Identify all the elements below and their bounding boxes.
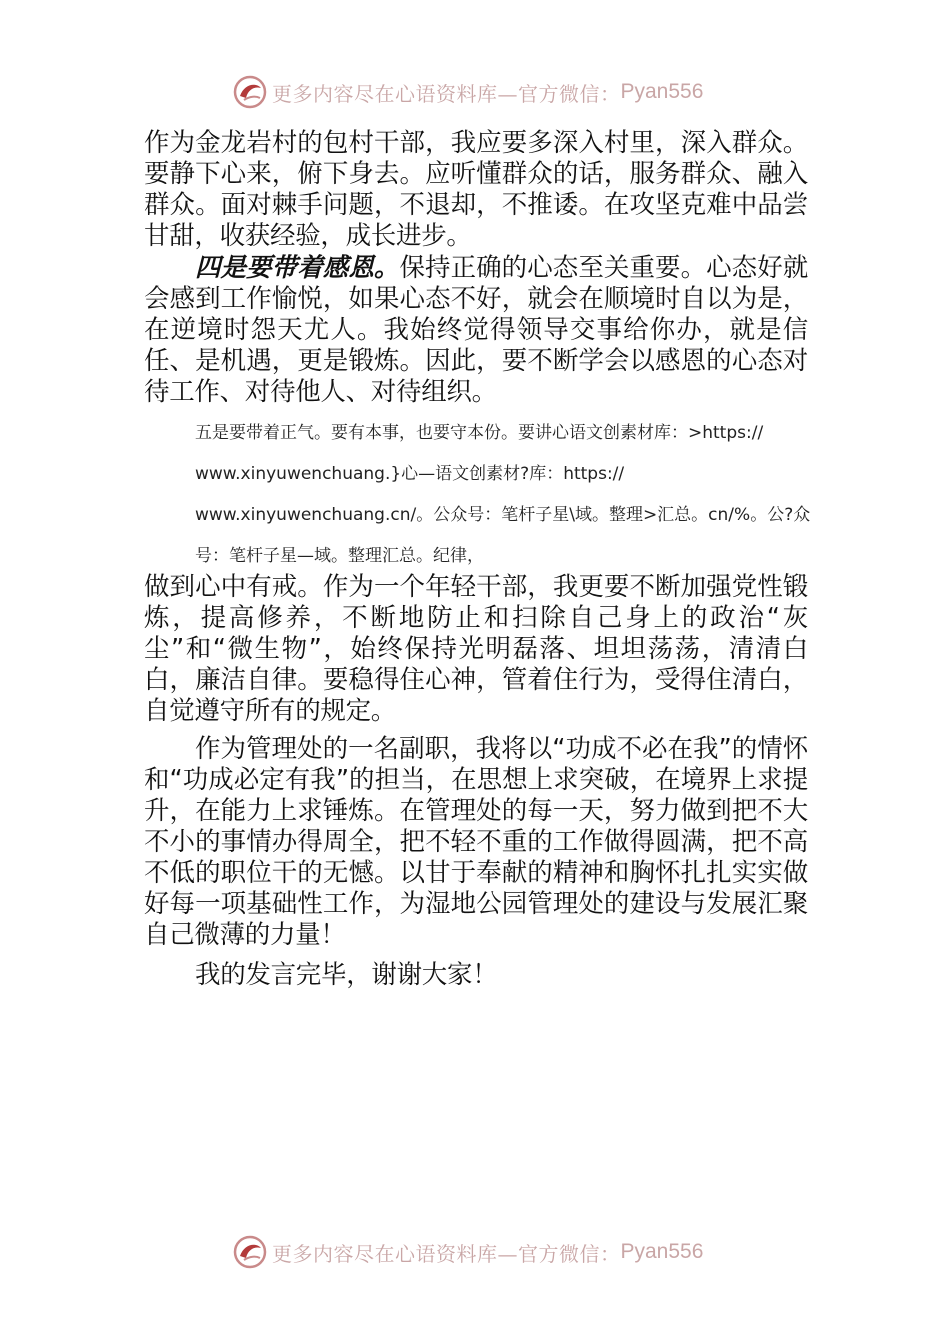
header-banner — [232, 72, 752, 112]
inserted-note-line: 号：笔杆子星—域。整理汇总。纪律， — [195, 546, 484, 566]
footer-banner-handle: Pyan556 — [620, 1240, 704, 1263]
inserted-note-line: www.xinyuwenchuang.cn/。公众号：笔杆子星\域。整理>汇总。cn/%。公?众 — [195, 505, 811, 525]
logo-icon — [232, 74, 268, 110]
header-banner-text: 更多内容尽在心语资料库—官方微信： — [272, 81, 621, 106]
footer-banner — [232, 1232, 752, 1272]
inserted-note — [195, 413, 825, 577]
paragraph-2 — [144, 253, 808, 408]
paragraph-4 — [144, 734, 808, 951]
paragraph-2-text — [144, 253, 808, 408]
paragraph-3 — [144, 572, 808, 727]
paragraph-5 — [144, 960, 808, 991]
footer-banner-text: 更多内容尽在心语资料库—官方微信： — [272, 1241, 621, 1266]
paragraph-1 — [144, 128, 808, 252]
paragraph-2-lead: 四是要带着感恩。 — [195, 253, 400, 283]
paragraph-3-text: 做到心中有戒。作为一个年轻干部，我更要不断加强党性锻炼，提高修养，不断地防止和扫除自己身上的政治“灰尘”和“微生物”，始终保持光明磊落、坦坦荡荡，清清白白，廉洁自律。要稳得住心神，管着住行为，受得住清白，自觉遵守所有的规定。 — [144, 572, 808, 726]
paragraph-5-text: 我的发言完毕，谢谢大家！ — [195, 960, 498, 990]
logo-icon — [232, 1234, 268, 1270]
inserted-note-line: www.xinyuwenchuang.}心—语文创素材?库：https:// — [195, 464, 625, 484]
paragraph-2-rest: 保持正确的心态至关重要。心态好就会感到工作愉悦，如果心态不好，就会在顺境时自以为是，在逆境时怨天尤人。我始终觉得领导交事给你办，就是信任、是机遇，更是锻炼。因此，要不断学会以感恩的心态对待工作、对待他人、对待组织。 — [144, 253, 808, 407]
paragraph-4-text: 作为管理处的一名副职，我将以“功成不必在我”的情怀和“功成必定有我”的担当，在思想上求突破，在境界上求提升，在能力上求锤炼。在管理处的每一天，努力做到把不大不小的事情办得周全，把不轻不重的工作做得圆满，把不高不低的职位干的无憾。以甘于奉献的精神和胸怀扎扎实实做好每一项基础性工作，为湿地公园管理处的建设与发展汇聚自己微薄的力量！ — [144, 734, 808, 950]
header-banner-handle: Pyan556 — [620, 80, 704, 103]
inserted-note-line: 五是要带着正气。要有本事，也要守本份。要讲心语文创素材库：>https:// — [195, 423, 764, 443]
paragraph-1-text: 作为金龙岩村的包村干部，我应要多深入村里，深入群众。要静下心来，俯下身去。应听懂群众的话，服务群众、融入群众。面对棘手问题，不退却，不推诿。在攻坚克难中品尝甘甜，收获经验，成长进步。 — [144, 128, 808, 251]
